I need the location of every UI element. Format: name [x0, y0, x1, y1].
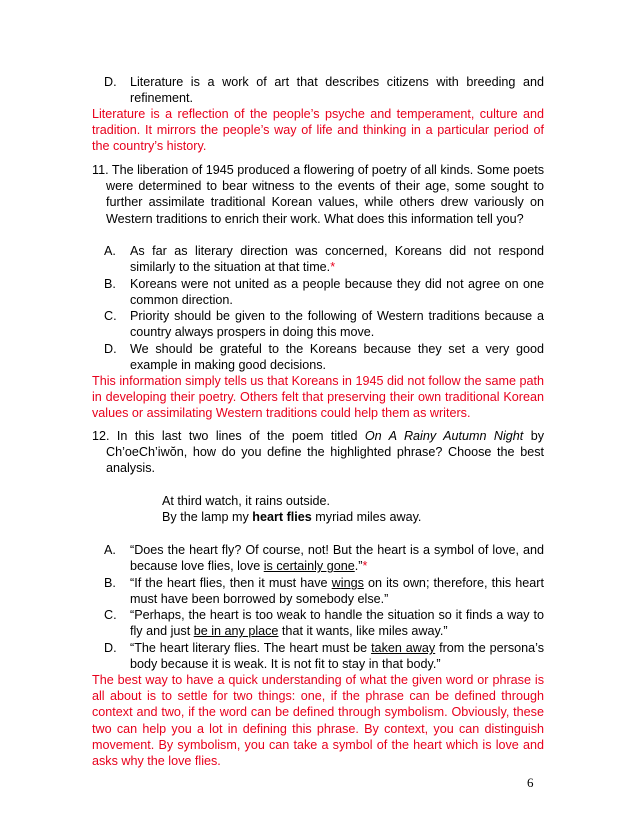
option-text: We should be grateful to the Koreans because they set a very good example in making good decisions.: [130, 342, 544, 373]
question-stem-part1: In this last two lines of the poem titled: [116, 429, 365, 443]
correct-answer-mark: *: [330, 260, 336, 275]
option-letter: B.: [104, 277, 116, 291]
q11-option-b: [104, 276, 544, 308]
option-letter: C.: [104, 608, 117, 622]
poem-excerpt: [162, 493, 542, 525]
correct-answer-mark: *: [362, 559, 368, 574]
question-number: 12.: [92, 429, 110, 443]
underlined-phrase: be in any place: [193, 624, 279, 639]
option-text: “Perhaps, the heart is too weak to handle the situation so it finds a way to fly and just: [130, 608, 544, 639]
q11-answer-explanation: This information simply tells us that Koreans in 1945 did not follow the same path in developing their poetry. Others felt that preserving their own traditional Korean values or assimilating Western traditions could help them as writers.: [92, 374, 544, 421]
option-text-end: from the persona’s body because it is weak. It is not fit to stay in that body.”: [130, 641, 544, 672]
question-stem: The liberation of 1945 produced a flowering of poetry of all kinds. Some poets were determined to bear witness to the events of their age, some sought to further assimilate traditional Korean values, while others drew variously on Western traditions to enrich their work. What does this information tell you?: [106, 163, 544, 226]
underlined-phrase: wings: [331, 576, 364, 590]
option-letter: A.: [104, 244, 116, 258]
q12-answer-explanation: The best way to have a quick understanding of what the given word or phrase is all about is to settle for two things: one, if the phrase can be defined through context and two, if the word can be defined through symbolism. Obviously, these two can help you a lot in defining this phrase. By context, you can distinguish movement. By symbolism, you can take a symbol of the heart which is love and asks why the love flies.: [92, 673, 544, 769]
q11-option-d: [104, 341, 544, 373]
option-text: Literature is a work of art that describes citizens with breeding and refinement.: [130, 75, 544, 106]
option-letter: A.: [104, 543, 116, 557]
question-12: [92, 428, 544, 477]
question-number: 11.: [92, 163, 109, 177]
option-text: As far as literary direction was concerned, Koreans did not respond similarly to the situation at that time.: [130, 244, 544, 275]
option-text: “Does the heart fly? Of course, not! But the heart is a symbol of love, and because love flies, love: [130, 543, 544, 574]
option-text: “If the heart flies, then it must have: [130, 576, 332, 590]
q12-option-b: [104, 575, 545, 607]
option-letter: B.: [104, 576, 116, 590]
option-text-end: .”: [354, 559, 363, 574]
poem-title: On A Rainy Autumn Night: [364, 429, 524, 443]
option-text-end: that it wants, like miles away.”: [278, 624, 448, 639]
page-number: 6: [527, 775, 534, 790]
underlined-phrase: is certainly gone: [263, 559, 355, 574]
poem-line-2: [162, 509, 542, 525]
option-text: Koreans were not united as a people because they did not agree on one common direction.: [130, 277, 544, 308]
option-text-end: on its own; therefore, this heart must have been borrowed by somebody else.”: [130, 576, 545, 607]
question-11: [92, 162, 544, 227]
poem-line-2-end: myriad miles away.: [311, 510, 422, 525]
option-letter: D.: [104, 342, 117, 356]
q12-option-d: [104, 640, 544, 672]
poem-line-2-start: By the lamp my: [162, 510, 253, 525]
q11-option-c: [104, 308, 544, 340]
option-letter: D.: [104, 75, 117, 89]
option-text: Priority should be given to the following of Western traditions because a country always prospers in doing this move.: [130, 309, 544, 340]
option-letter: D.: [104, 641, 117, 655]
highlighted-phrase: heart flies: [252, 510, 312, 525]
underlined-phrase: taken away: [371, 641, 436, 655]
poem-line-1: At third watch, it rains outside.: [162, 494, 330, 508]
question-stem-part2: by Ch’oeCh’iwŏn, how do you define the highlighted phrase? Choose the best analysis.: [106, 429, 545, 476]
option-text: “The heart literary flies. The heart must be: [130, 641, 372, 655]
prev-option-d: [104, 74, 544, 106]
q12-option-c: [104, 607, 544, 639]
option-letter: C.: [104, 309, 117, 323]
prev-answer-explanation: Literature is a reflection of the people’s psyche and temperament, culture and tradition. It mirrors the people’s way of life and thinking in a particular period of the country’s history.: [92, 107, 544, 154]
q11-option-a: [104, 243, 544, 275]
q12-option-a: [104, 542, 544, 574]
